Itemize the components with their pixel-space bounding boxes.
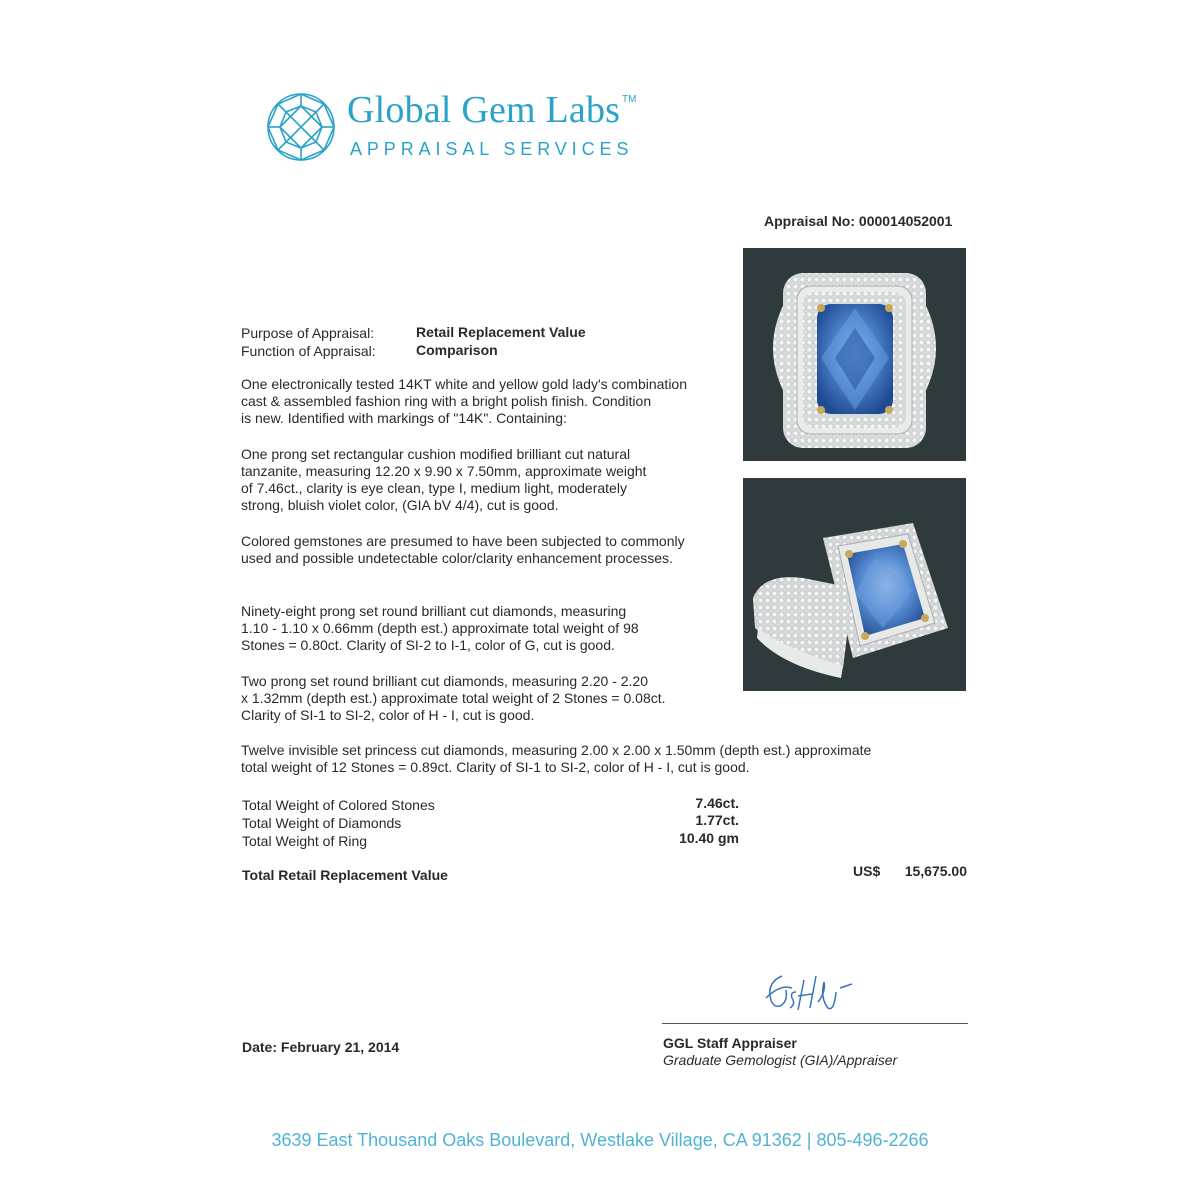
enhancement-note: Colored gemstones are presumed to have been subjected to commonly used and possible undetectable color/clarity enhancement processes. bbox=[241, 533, 685, 566]
signature-line bbox=[662, 1023, 968, 1024]
princess-diamonds: Twelve invisible set princess cut diamonds, measuring 2.00 x 2.00 x 1.50mm (depth est.) approximate total weight of 12 Stones = 0.89ct. Clarity of SI-1 to SI-2, color of H - I, cut is good. bbox=[241, 742, 872, 775]
total-ring-label: Total Weight of Ring bbox=[242, 833, 368, 849]
ring-photo-top bbox=[743, 248, 966, 461]
appraisal-number: Appraisal No: 000014052001 bbox=[764, 213, 953, 229]
appraiser-credentials: Graduate Gemologist (GIA)/Appraiser bbox=[663, 1052, 898, 1068]
function-value: Comparison bbox=[416, 342, 498, 358]
total-colored-label: Total Weight of Colored Stones bbox=[242, 797, 435, 813]
ring-description: One electronically tested 14KT white and yellow gold lady's combination cast & assembled fashion ring with a bright polish finish. Condition is new. Identified with markings of "14K". Containing: bbox=[241, 376, 687, 426]
appraisal-date: Date: February 21, 2014 bbox=[242, 1039, 400, 1055]
currency-label: US$ bbox=[853, 863, 881, 879]
brand-trademark: TM bbox=[622, 94, 637, 105]
purpose-value: Retail Replacement Value bbox=[416, 324, 586, 340]
ring-photo-angle bbox=[743, 478, 966, 691]
tanzanite-description: One prong set rectangular cushion modified brilliant cut natural tanzanite, measuring 12.20 x 9.90 x 7.50mm, approximate weight of 7.46ct., clarity is eye clean, type I, medium light, moderately strong, bluish violet color, (GIA bV 4/4), cut is good. bbox=[241, 446, 647, 513]
round-diamonds-2: Two prong set round brilliant cut diamonds, measuring 2.20 - 2.20 x 1.32mm (depth est.) approximate total weight of 2 Stones = 0.08ct. Clarity of SI-1 to SI-2, color of H - I, cut is good. bbox=[241, 673, 666, 723]
total-ring-value: 10.40 gm bbox=[679, 830, 739, 846]
total-colored-value: 7.46ct. bbox=[695, 795, 739, 811]
appraiser-title: GGL Staff Appraiser bbox=[663, 1035, 797, 1051]
function-label: Function of Appraisal: bbox=[241, 343, 376, 359]
total-diamonds-value: 1.77ct. bbox=[695, 812, 739, 828]
brand-name: Global Gem Labs bbox=[347, 89, 621, 131]
round-diamonds-98: Ninety-eight prong set round brilliant cut diamonds, measuring 1.10 - 1.10 x 0.66mm (depth est.) approximate total weight of 98 Stones = 0.80ct. Clarity of SI-2 to I-1, color of G, cut is good. bbox=[241, 603, 639, 653]
purpose-label: Purpose of Appraisal: bbox=[241, 325, 375, 341]
brand-subtitle: APPRAISAL SERVICES bbox=[350, 139, 634, 159]
total-diamonds-label: Total Weight of Diamonds bbox=[242, 815, 402, 831]
diamond-icon bbox=[266, 92, 336, 162]
retail-value-amount: 15,675.00 bbox=[904, 863, 967, 879]
footer-address: 3639 East Thousand Oaks Boulevard, Westlake Village, CA 91362 | 805-496-2266 bbox=[271, 1130, 929, 1150]
retail-value-label: Total Retail Replacement Value bbox=[242, 867, 448, 883]
appraiser-signature bbox=[752, 962, 872, 1024]
